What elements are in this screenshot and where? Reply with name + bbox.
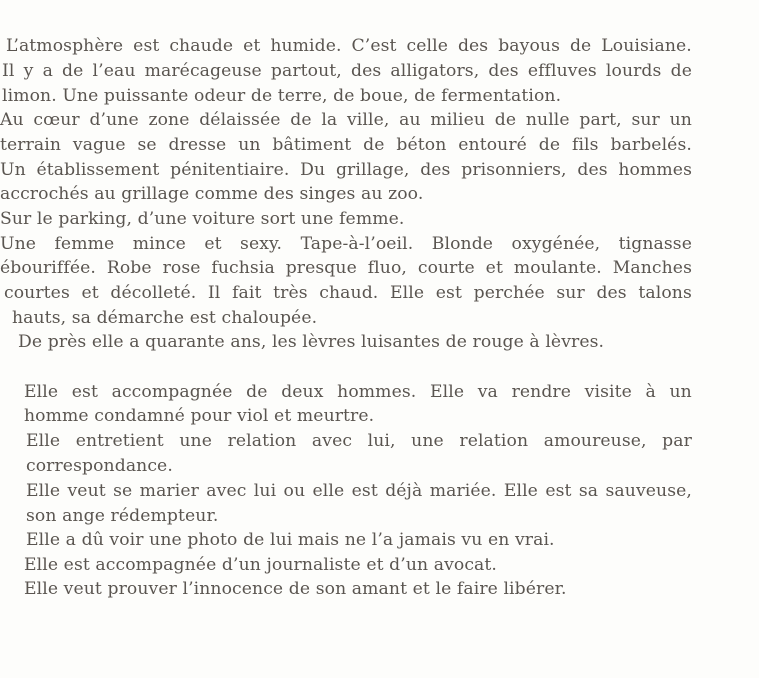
word: entouré <box>458 135 527 155</box>
word: hommes <box>618 160 692 180</box>
word: y <box>23 61 34 81</box>
word: de <box>569 36 592 56</box>
word: barbelés. <box>610 135 692 155</box>
text-line: hauts, sa démarche est chaloupée. <box>12 308 318 328</box>
word: marier <box>139 481 199 501</box>
word: sauveuse, <box>605 481 692 501</box>
word: part, <box>579 110 622 130</box>
word: de <box>290 110 312 130</box>
word: Louisiane. <box>601 36 692 56</box>
word: ou <box>283 481 306 501</box>
word: de <box>670 61 692 81</box>
text-line: Elle veut prouver l’innocence de son amant et le faire libérer. <box>24 579 567 599</box>
text-line <box>0 135 692 155</box>
text-line: limon. Une puissante odeur de terre, de boue, de fermentation. <box>2 86 562 106</box>
word: cœur <box>33 110 80 130</box>
word: Il <box>207 283 221 303</box>
word: moulante. <box>513 258 602 278</box>
word: de <box>494 110 517 130</box>
word: ébouriffée. <box>0 258 96 278</box>
word: visite <box>584 382 632 402</box>
word: béton <box>396 135 447 155</box>
word: délaissée <box>199 110 281 130</box>
text-line <box>24 382 692 402</box>
text-line <box>0 234 692 254</box>
word: hommes. <box>337 382 417 402</box>
text-line <box>6 36 692 56</box>
word: mariée. <box>429 481 497 501</box>
word: fils <box>572 135 599 155</box>
text-line <box>0 160 692 180</box>
word: une <box>179 431 212 451</box>
word: est <box>435 283 462 303</box>
word: des <box>420 160 451 180</box>
word: Il <box>2 61 15 81</box>
word: au <box>399 110 421 130</box>
word: Elle <box>390 283 425 303</box>
word: terrain <box>0 135 62 155</box>
word: et <box>204 234 222 254</box>
word: chaude <box>169 36 234 56</box>
word: établissement <box>36 160 160 180</box>
word: tignasse <box>618 234 692 254</box>
word: Elle <box>429 382 465 402</box>
word: des <box>577 160 608 180</box>
word: va <box>477 382 498 402</box>
word: de <box>363 135 385 155</box>
word: décolleté. <box>110 283 197 303</box>
word: mince <box>132 234 186 254</box>
word: humide. <box>270 36 342 56</box>
word: celle <box>406 36 448 56</box>
word: amoureuse, <box>543 431 647 451</box>
text-line <box>4 283 692 303</box>
text-line: De près elle a quarante ans, les lèvres luisantes de rouge à lèvres. <box>18 332 605 352</box>
word: nulle <box>525 110 570 130</box>
word: lui, <box>367 431 396 451</box>
word: veut <box>67 481 106 501</box>
word: rendre <box>511 382 572 402</box>
word: relation <box>459 431 529 451</box>
word: prisonniers, <box>461 160 567 180</box>
word: un <box>669 382 692 402</box>
word: pénitentiaire. <box>170 160 290 180</box>
word: bâtiment <box>272 135 352 155</box>
word: Elle <box>26 481 61 501</box>
word: lourds <box>605 61 662 81</box>
word: avec <box>206 481 247 501</box>
word: Tape-à-l’oeil. <box>300 234 414 254</box>
text-line: Elle a dû voir une photo de lui mais ne l’a jamais vu en vrai. <box>26 530 555 550</box>
word: et <box>243 36 261 56</box>
word: effluves <box>527 61 597 81</box>
word: des <box>488 61 519 81</box>
word: fluo, <box>367 258 407 278</box>
word: de <box>538 135 561 155</box>
text-line: homme condamné pour viol et meurtre. <box>24 406 375 426</box>
word: se <box>137 135 157 155</box>
word: sexy. <box>240 234 283 254</box>
word: femme <box>54 234 115 254</box>
word: Elle <box>26 431 61 451</box>
word: est <box>545 481 572 501</box>
word: sa <box>578 481 599 501</box>
text-line: accrochés au grillage comme des singes au zoo. <box>0 184 424 204</box>
word: déjà <box>385 481 423 501</box>
word: vague <box>72 135 126 155</box>
word: à <box>645 382 656 402</box>
word: partout, <box>270 61 342 81</box>
word: de <box>246 382 268 402</box>
word: et <box>485 258 503 278</box>
text-line: Sur le parking, d’une voiture sort une femme. <box>0 209 405 229</box>
word: ville, <box>347 110 390 130</box>
word: marécageuse <box>144 61 262 81</box>
text-line <box>26 431 692 451</box>
word: Elle <box>503 481 538 501</box>
word: Elle <box>24 382 59 402</box>
word: oxygénée, <box>511 234 601 254</box>
text-line: son ange rédempteur. <box>26 506 219 526</box>
word: courtes <box>4 283 70 303</box>
word: accompagnée <box>111 382 233 402</box>
word: une <box>411 431 444 451</box>
word: milieu <box>430 110 486 130</box>
word: fuchsia <box>211 258 275 278</box>
word: sur <box>556 283 585 303</box>
word: la <box>321 110 338 130</box>
word: Robe <box>106 258 152 278</box>
word: se <box>113 481 133 501</box>
word: par <box>662 431 692 451</box>
word: Blonde <box>431 234 494 254</box>
word: l’eau <box>92 61 136 81</box>
word: bayous <box>498 36 560 56</box>
word: sur <box>631 110 660 130</box>
word: est <box>351 481 378 501</box>
word: et <box>81 283 99 303</box>
word: un <box>669 110 692 130</box>
text-line <box>0 110 692 130</box>
word: grillage, <box>335 160 410 180</box>
word: zone <box>148 110 190 130</box>
word: de <box>62 61 84 81</box>
word: deux <box>281 382 324 402</box>
word: des <box>351 61 382 81</box>
word: Une <box>0 234 37 254</box>
word: fait <box>232 283 262 303</box>
word: alligators, <box>390 61 480 81</box>
word: lui <box>253 481 277 501</box>
word: courte <box>417 258 475 278</box>
word: chaud. <box>319 283 379 303</box>
text-line: Elle est accompagnée d’un journaliste et d’un avocat. <box>24 555 497 575</box>
text-line <box>2 61 692 81</box>
word: a <box>42 61 53 81</box>
word: est <box>133 36 160 56</box>
word: elle <box>312 481 345 501</box>
word: est <box>71 382 98 402</box>
word: des <box>596 283 627 303</box>
word: avec <box>311 431 353 451</box>
word: Au <box>0 110 24 130</box>
text-line: correspondance. <box>26 456 173 476</box>
text-line <box>26 481 692 501</box>
word: Un <box>0 160 26 180</box>
word: un <box>238 135 261 155</box>
word: C’est <box>351 36 397 56</box>
word: dresse <box>168 135 227 155</box>
word: relation <box>227 431 297 451</box>
text-line <box>0 258 692 278</box>
word: entretient <box>75 431 164 451</box>
word: L’atmosphère <box>6 36 124 56</box>
word: Manches <box>612 258 692 278</box>
word: rose <box>162 258 201 278</box>
word: d’une <box>89 110 139 130</box>
word: talons <box>638 283 692 303</box>
word: des <box>457 36 489 56</box>
word: presque <box>285 258 357 278</box>
word: perchée <box>473 283 545 303</box>
word: Du <box>300 160 326 180</box>
word: très <box>273 283 308 303</box>
